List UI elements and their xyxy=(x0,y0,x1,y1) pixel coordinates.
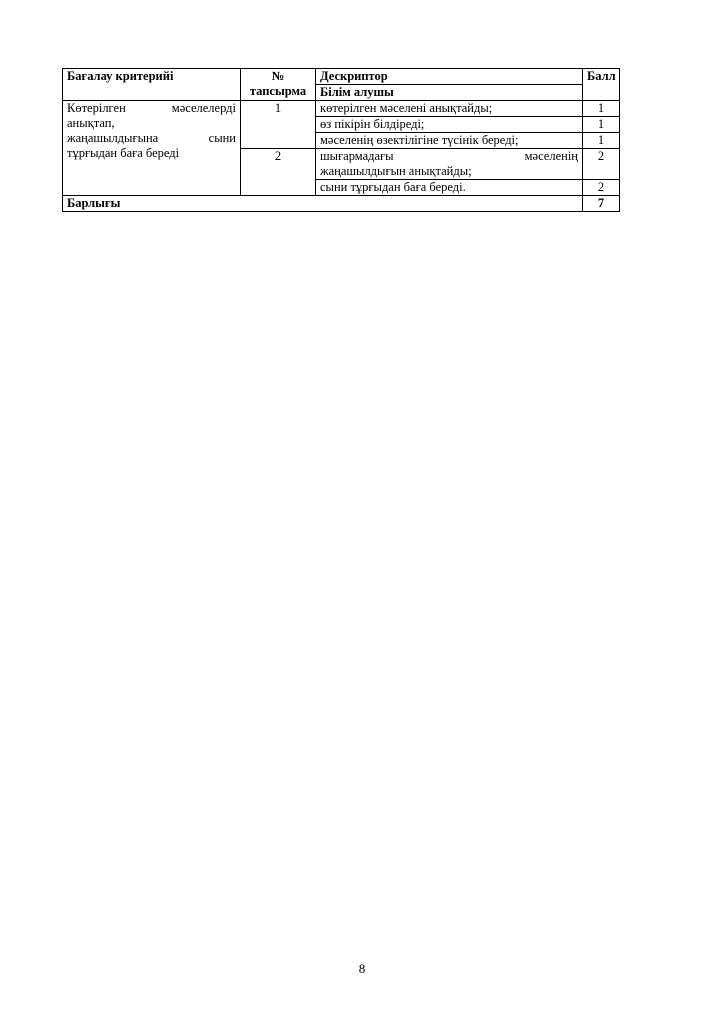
descriptor-line: жаңашылдығын анықтайды; xyxy=(320,164,472,178)
score-cell: 2 xyxy=(583,180,620,196)
total-label: Барлығы xyxy=(63,196,583,212)
descriptor-cell: сыни тұрғыдан баға береді. xyxy=(316,180,583,196)
assessment-rubric-table xyxy=(62,68,620,212)
header-score: Балл xyxy=(583,69,620,101)
header-task-number-word: тапсырма xyxy=(249,84,307,98)
criterion-line: тұрғыдан баға береді xyxy=(67,146,180,160)
score-cell: 1 xyxy=(583,101,620,117)
criterion-cell xyxy=(63,101,241,196)
page-number: 8 xyxy=(358,961,366,976)
task-number-cell: 2 xyxy=(241,149,316,196)
descriptor-cell xyxy=(316,149,583,180)
header-task-number-symbol: № xyxy=(271,69,285,83)
table-row xyxy=(63,101,620,117)
criterion-line: жаңашылдығына сыни xyxy=(67,131,236,145)
score-cell: 1 xyxy=(583,117,620,133)
header-descriptor: Дескриптор xyxy=(316,69,583,85)
header-row xyxy=(63,69,620,85)
score-cell: 1 xyxy=(583,133,620,149)
score-cell: 2 xyxy=(583,149,620,180)
header-task-number xyxy=(241,69,316,101)
task-number-cell: 1 xyxy=(241,101,316,149)
header-learner: Білім алушы xyxy=(316,85,583,101)
total-row xyxy=(63,196,620,212)
descriptor-cell: мәселенің өзектілігіне түсінік береді; xyxy=(316,133,583,149)
total-value: 7 xyxy=(583,196,620,212)
criterion-line: анықтап, xyxy=(67,116,115,130)
header-criterion: Бағалау критерийі xyxy=(63,69,241,101)
criterion-line: Көтерілген мәселелерді xyxy=(67,101,236,115)
descriptor-line: шығармадағы мәселенің xyxy=(320,149,578,163)
descriptor-cell: көтерілген мәселені анықтайды; xyxy=(316,101,583,117)
descriptor-cell: өз пікірін білдіреді; xyxy=(316,117,583,133)
